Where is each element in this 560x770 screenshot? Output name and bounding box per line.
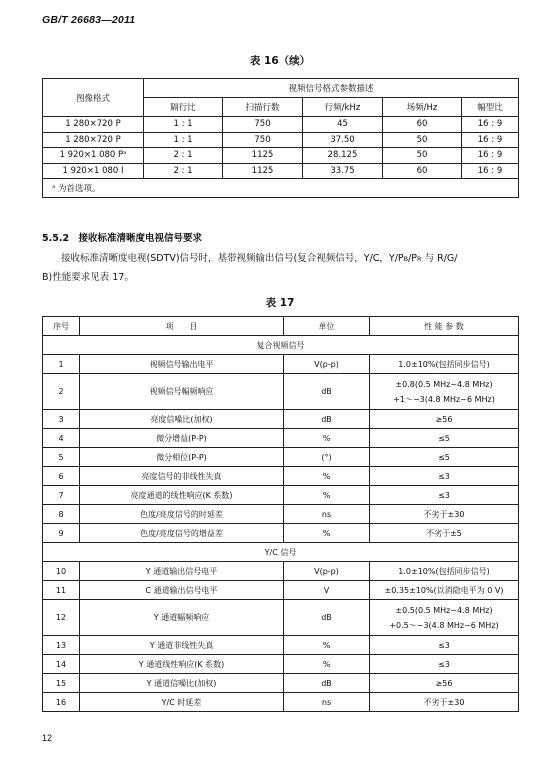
cell-unit: % <box>284 636 370 655</box>
cell-unit: V <box>284 581 370 600</box>
cell-unit: dB <box>284 374 370 410</box>
perf-line: 不劣于±30 <box>423 509 465 519</box>
cell-no: 3 <box>43 410 80 429</box>
standard-code: GB/T 26683—2011 <box>42 14 136 26</box>
cell-perf <box>370 636 519 655</box>
table-row <box>43 374 519 410</box>
cell-perf <box>370 600 519 636</box>
column-header-format: 图像格式 <box>43 79 144 117</box>
table-row <box>43 524 519 543</box>
cell-unit: % <box>284 429 370 448</box>
table-cell: 2 : 1 <box>144 163 223 179</box>
cell-no: 2 <box>43 374 80 410</box>
cell-perf <box>370 524 519 543</box>
table-row <box>43 132 519 148</box>
group-row-yc <box>43 543 519 562</box>
cell-unit: dB <box>284 600 370 636</box>
cell-no: 1 <box>43 355 80 374</box>
perf-line: ≥56 <box>435 414 453 424</box>
table16-caption: 表 16（续） <box>249 55 311 67</box>
column-header: 场频/Hz <box>383 98 462 117</box>
cell-perf <box>370 410 519 429</box>
cell-no: 11 <box>43 581 80 600</box>
perf-line: ≤5 <box>438 452 450 462</box>
cell-perf <box>370 562 519 581</box>
table17-caption: 表 17 <box>265 297 295 309</box>
perf-line: 不劣于±30 <box>423 697 465 707</box>
table-17 <box>42 316 519 712</box>
cell-no: 5 <box>43 448 80 467</box>
perf-line: ≤5 <box>438 433 450 443</box>
table-cell: 33.75 <box>303 163 383 179</box>
column-header: 隔行比 <box>144 98 223 117</box>
cell-no: 14 <box>43 655 80 674</box>
cell-perf <box>370 355 519 374</box>
column-header-unit: 单位 <box>284 317 370 336</box>
cell-item: 视频信号幅频响应 <box>80 374 284 410</box>
cell-item: Y 通道幅频响应 <box>80 600 284 636</box>
paragraph-line-1: 接收标准清晰度电视(SDTV)信号时，基带视频输出信号(复合视频信号，Y/C，Y/P <box>61 253 404 264</box>
table-cell: 1 280×720 P <box>43 132 144 148</box>
cell-unit: (°) <box>284 448 370 467</box>
cell-item: 视频信号输出电平 <box>80 355 284 374</box>
cell-perf <box>370 374 519 410</box>
cell-no: 15 <box>43 674 80 693</box>
cell-no: 6 <box>43 467 80 486</box>
cell-unit: % <box>284 655 370 674</box>
table-note: ᵃ 为首选项。 <box>43 179 519 198</box>
cell-perf <box>370 693 519 712</box>
cell-unit: V(p-p) <box>284 355 370 374</box>
table-cell: 1125 <box>223 148 303 164</box>
table-row <box>43 467 519 486</box>
cell-perf <box>370 674 519 693</box>
table-cell: 1 : 1 <box>144 132 223 148</box>
perf-line: +0.5～−3(4.8 MHz~6 MHz) <box>389 620 499 630</box>
table-cell: 750 <box>223 117 303 133</box>
table-cell: 16 : 9 <box>462 163 519 179</box>
perf-line: ±0.8(0.5 MHz~4.8 MHz) <box>395 379 493 389</box>
paragraph: 接收标准清晰度电视(SDTV)信号时，基带视频输出信号(复合视频信号，Y/C，Y/PB/PR 与 R/G/ <box>61 253 458 264</box>
cell-perf <box>370 505 519 524</box>
perf-line: ≤3 <box>438 659 450 669</box>
subscript-b: B <box>403 255 409 263</box>
cell-perf <box>370 429 519 448</box>
table-row <box>43 148 519 164</box>
perf-line: ≤3 <box>438 490 450 500</box>
column-header-item: 项 目 <box>80 317 284 336</box>
cell-perf <box>370 448 519 467</box>
paragraph-line-2: B)性能要求见表 17。 <box>42 272 134 283</box>
cell-unit: % <box>284 524 370 543</box>
cell-no: 9 <box>43 524 80 543</box>
cell-no: 16 <box>43 693 80 712</box>
cell-item: Y 通道非线性失真 <box>80 636 284 655</box>
table-row <box>43 674 519 693</box>
cell-no: 7 <box>43 486 80 505</box>
table-cell: 2 : 1 <box>144 148 223 164</box>
table-row <box>43 693 519 712</box>
table-cell: 28.125 <box>303 148 383 164</box>
column-header-perf: 性 能 参 数 <box>370 317 519 336</box>
table-row <box>43 163 519 179</box>
table-cell: 60 <box>383 117 462 133</box>
cell-unit: ns <box>284 505 370 524</box>
cell-item: Y/C 时延差 <box>80 693 284 712</box>
table-cell: 45 <box>303 117 383 133</box>
cell-unit: % <box>284 486 370 505</box>
group-row-composite <box>43 336 519 355</box>
table-row <box>43 655 519 674</box>
perf-line: ±0.35±10%(以消隐电平为 0 V) <box>384 585 504 595</box>
table-row <box>43 355 519 374</box>
table-cell: 50 <box>383 132 462 148</box>
perf-line: +1～−3(4.8 MHz~6 MHz) <box>393 394 495 404</box>
cell-item: 亮度信噪比(加权) <box>80 410 284 429</box>
table-cell: 16 : 9 <box>462 132 519 148</box>
table-cell: 1 920×1 080 I <box>43 163 144 179</box>
table-cell: 1 920×1 080 Pᵃ <box>43 148 144 164</box>
perf-line: ≥56 <box>435 678 453 688</box>
perf-line: ≤3 <box>438 640 450 650</box>
group-header: 视频信号格式参数描述 <box>144 79 519 98</box>
cell-item: Y 通道输出信号电平 <box>80 562 284 581</box>
table-row <box>43 410 519 429</box>
cell-no: 4 <box>43 429 80 448</box>
cell-no: 12 <box>43 600 80 636</box>
cell-perf <box>370 655 519 674</box>
cell-unit: dB <box>284 674 370 693</box>
table-16 <box>42 78 519 198</box>
cell-unit: V(p-p) <box>284 562 370 581</box>
cell-perf <box>370 581 519 600</box>
cell-item: 色度/亮度信号的增益差 <box>80 524 284 543</box>
table-row <box>43 636 519 655</box>
column-header: 幅型比 <box>462 98 519 117</box>
table-cell: 16 : 9 <box>462 148 519 164</box>
cell-item: 亮度通道的线性响应(K 系数) <box>80 486 284 505</box>
perf-line: ±0.5(0.5 MHz~4.8 MHz) <box>395 605 493 615</box>
table-row <box>43 448 519 467</box>
cell-item: 色度/亮度信号的时延差 <box>80 505 284 524</box>
table-row <box>43 429 519 448</box>
cell-perf <box>370 467 519 486</box>
column-header-no: 序号 <box>43 317 80 336</box>
cell-perf <box>370 486 519 505</box>
column-header: 扫描行数 <box>223 98 303 117</box>
table-cell: 750 <box>223 132 303 148</box>
perf-line: 1.0±10%(包括同步信号) <box>398 566 490 576</box>
group-label: 复合视频信号 <box>43 336 519 355</box>
table-row <box>43 562 519 581</box>
cell-no: 10 <box>43 562 80 581</box>
cell-unit: dB <box>284 410 370 429</box>
table-row <box>43 600 519 636</box>
page-number: 12 <box>42 733 53 743</box>
table-row <box>43 486 519 505</box>
table-row <box>43 581 519 600</box>
cell-item: 微分相位(P-P) <box>80 448 284 467</box>
group-label: Y/C 信号 <box>43 543 519 562</box>
table-cell: 37.50 <box>303 132 383 148</box>
column-header: 行频/kHz <box>303 98 383 117</box>
table-cell: 1 280×720 P <box>43 117 144 133</box>
table-cell: 60 <box>383 163 462 179</box>
cell-unit: % <box>284 467 370 486</box>
table-cell: 16 : 9 <box>462 117 519 133</box>
cell-no: 8 <box>43 505 80 524</box>
table-cell: 1125 <box>223 163 303 179</box>
cell-item: C 通道输出信号电平 <box>80 581 284 600</box>
cell-item: Y 通道线性响应(K 系数) <box>80 655 284 674</box>
table-row <box>43 505 519 524</box>
subscript-r: R <box>417 255 422 263</box>
cell-item: 亮度信号的非线性失真 <box>80 467 284 486</box>
cell-item: 微分增益(P-P) <box>80 429 284 448</box>
perf-line: ≤3 <box>438 471 450 481</box>
table-row <box>43 117 519 133</box>
perf-line: 1.0±10%(包括同步信号) <box>398 359 490 369</box>
cell-item: Y 通道信噪比(加权) <box>80 674 284 693</box>
cell-no: 13 <box>43 636 80 655</box>
table-cell: 50 <box>383 148 462 164</box>
cell-unit: ns <box>284 693 370 712</box>
perf-line: 不劣于±5 <box>426 528 462 538</box>
section-heading: 5.5.2 接收标准清晰度电视信号要求 <box>42 233 203 244</box>
table-cell: 1 : 1 <box>144 117 223 133</box>
